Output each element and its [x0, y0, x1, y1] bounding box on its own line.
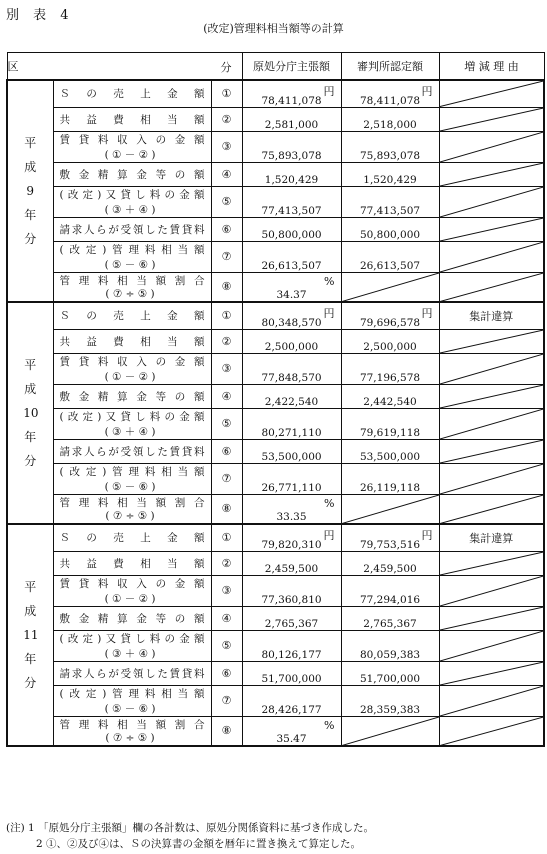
- table-row: [7, 494, 544, 524]
- unit-label: 円: [421, 529, 433, 542]
- reason-empty: [439, 661, 544, 685]
- reason-empty: [439, 329, 544, 353]
- orig-value: 77,413,507: [261, 204, 322, 217]
- year-label: [7, 80, 53, 302]
- orig-value: 26,771,110: [261, 481, 322, 494]
- orig-amount: [242, 408, 341, 439]
- judge-value: 2,500,000: [363, 340, 417, 353]
- orig-amount: [242, 353, 341, 384]
- table-row: [7, 353, 544, 384]
- orig-value: 80,126,177: [261, 648, 322, 661]
- item-label: Ｓ の 売 上 金 額: [53, 524, 211, 551]
- judge-value: 78,411,078: [359, 94, 421, 107]
- judge-amount: [341, 575, 439, 606]
- item-label: 請求人らが受領した賃貸料: [53, 439, 211, 463]
- reason-text: 集計違算: [439, 524, 544, 551]
- diagonal-strike: [440, 662, 544, 685]
- diagonal-strike: [342, 273, 439, 302]
- reason-empty: [439, 716, 544, 746]
- item-label: Ｓ の 売 上 金 額: [53, 80, 211, 107]
- year-char: 年: [24, 430, 37, 444]
- orig-value: 34.37: [276, 289, 307, 301]
- judge-amount: [341, 606, 439, 630]
- orig-amount: [242, 575, 341, 606]
- diagonal-strike: [440, 132, 544, 162]
- diagonal-strike: [342, 717, 439, 746]
- year-block: [7, 302, 544, 524]
- judge-value: 26,119,118: [359, 481, 421, 494]
- orig-value: 75,893,078: [261, 149, 322, 162]
- item-label: 管 理 料 相 当 額 割 合 ( ⑦ ÷ ⑤ ): [53, 494, 211, 524]
- item-label: (改定)管理料相当額 ( ⑤ － ⑥ ): [53, 463, 211, 494]
- item-number: ③: [211, 575, 242, 606]
- item-label: 敷 金 精 算 金 等 の 額: [53, 384, 211, 408]
- diagonal-strike: [440, 81, 544, 107]
- item-number: ⑤: [211, 630, 242, 661]
- diagonal-strike: [440, 552, 544, 575]
- year-char: 11: [23, 628, 39, 642]
- header-orig: 原処分庁主張額: [242, 53, 341, 81]
- orig-value: 33.35: [276, 511, 307, 523]
- orig-amount: [242, 217, 341, 241]
- year-char: 10: [23, 406, 39, 420]
- item-number: ⑧: [211, 272, 242, 302]
- table-row: [7, 131, 544, 162]
- orig-amount: [242, 439, 341, 463]
- item-label: 賃 貸 料 収 入 の 金 額 ( ① － ② ): [53, 131, 211, 162]
- reason-empty: [439, 606, 544, 630]
- judge-amount: [341, 551, 439, 575]
- judge-amount: [341, 685, 439, 716]
- reason-empty: [439, 186, 544, 217]
- orig-value: 28,426,177: [261, 703, 322, 716]
- item-label: (改定)又貸し料の金額 ( ③ ＋ ④ ): [53, 186, 211, 217]
- orig-amount: [242, 551, 341, 575]
- orig-value: 53,500,000: [261, 450, 322, 463]
- year-char: 成: [24, 604, 37, 618]
- orig-value: 77,848,570: [261, 371, 322, 384]
- table-row: [7, 329, 544, 353]
- item-number: ⑧: [211, 494, 242, 524]
- reason-empty: [439, 162, 544, 186]
- diagonal-strike: [440, 409, 544, 439]
- judge-value: 51,700,000: [359, 672, 421, 685]
- judge-amount: [341, 524, 439, 551]
- judge-amount: [341, 131, 439, 162]
- orig-amount: [242, 162, 341, 186]
- judge-value: 75,893,078: [359, 149, 421, 162]
- item-label: (改定)又貸し料の金額 ( ③ ＋ ④ ): [53, 408, 211, 439]
- year-char: 平: [24, 580, 37, 594]
- unit-label: 円: [323, 307, 335, 320]
- orig-amount: [242, 272, 341, 302]
- orig-amount: [242, 630, 341, 661]
- item-label: 請求人らが受領した賃貸料: [53, 661, 211, 685]
- reason-empty: [439, 217, 544, 241]
- judge-value: 80,059,383: [359, 648, 421, 661]
- table-row: [7, 107, 544, 131]
- judge-amount: [341, 162, 439, 186]
- judge-value: 79,696,578: [359, 316, 421, 329]
- item-label: Ｓ の 売 上 金 額: [53, 302, 211, 329]
- annex-label: 別 表 4: [6, 8, 74, 23]
- reason-empty: [439, 80, 544, 107]
- diagonal-strike: [440, 218, 544, 241]
- orig-amount: [242, 80, 341, 107]
- item-number: ⑥: [211, 439, 242, 463]
- orig-amount: [242, 685, 341, 716]
- unit-label: 円: [421, 307, 433, 320]
- table-row: [7, 439, 544, 463]
- item-number: ⑥: [211, 661, 242, 685]
- item-number: ①: [211, 302, 242, 329]
- judge-amount-empty: [341, 716, 439, 746]
- unit-label: 円: [323, 529, 335, 542]
- judge-value: 28,359,383: [359, 703, 421, 716]
- orig-amount: [242, 661, 341, 685]
- table-row: [7, 575, 544, 606]
- item-label: 敷 金 精 算 金 等 の 額: [53, 162, 211, 186]
- item-label: (改定)又貸し料の金額 ( ③ ＋ ④ ): [53, 630, 211, 661]
- judge-value: 53,500,000: [359, 450, 421, 463]
- orig-value: 2,765,367: [264, 617, 319, 630]
- orig-amount: [242, 107, 341, 131]
- orig-amount: [242, 463, 341, 494]
- judge-amount: [341, 217, 439, 241]
- item-number: ⑦: [211, 685, 242, 716]
- orig-value: 80,271,110: [261, 426, 322, 439]
- table-row: [7, 524, 544, 551]
- reason-empty: [439, 630, 544, 661]
- judge-amount: [341, 384, 439, 408]
- table-row: [7, 551, 544, 575]
- year-block: [7, 524, 544, 746]
- reason-text: 集計違算: [439, 302, 544, 329]
- year-block: [7, 80, 544, 302]
- judge-value: 2,442,540: [363, 395, 417, 408]
- orig-amount: [242, 716, 341, 746]
- judge-amount: [341, 661, 439, 685]
- judge-amount-empty: [341, 272, 439, 302]
- orig-value: 1,520,429: [264, 173, 319, 186]
- header-reason: 増 減 理 由: [439, 53, 544, 81]
- table-row: [7, 463, 544, 494]
- judge-value: 79,619,118: [359, 426, 421, 439]
- item-number: ①: [211, 80, 242, 107]
- year-char: 平: [24, 136, 37, 150]
- item-number: ②: [211, 329, 242, 353]
- diagonal-strike: [440, 354, 544, 384]
- judge-value: 77,294,016: [359, 593, 421, 606]
- year-label: [7, 524, 53, 746]
- year-char: 年: [24, 652, 37, 666]
- item-label: (改定)管理料相当額 ( ⑤ － ⑥ ): [53, 685, 211, 716]
- diagonal-strike: [440, 163, 544, 186]
- diagonal-strike: [440, 385, 544, 408]
- item-number: ⑤: [211, 408, 242, 439]
- item-number: ⑦: [211, 463, 242, 494]
- orig-value: 2,500,000: [264, 340, 319, 353]
- year-char: 年: [24, 208, 37, 222]
- reason-empty: [439, 353, 544, 384]
- diagonal-strike: [440, 576, 544, 606]
- diagonal-strike: [440, 631, 544, 661]
- item-number: ②: [211, 551, 242, 575]
- year-char: 分: [24, 454, 37, 468]
- reason-empty: [439, 575, 544, 606]
- orig-value: 79,820,310: [261, 538, 322, 551]
- diagonal-strike: [440, 717, 544, 746]
- table-row: [7, 606, 544, 630]
- table-row: [7, 630, 544, 661]
- calculation-table: [6, 52, 545, 747]
- judge-value: 79,753,516: [359, 538, 421, 551]
- table-row: [7, 302, 544, 329]
- table-row: [7, 384, 544, 408]
- table-row: [7, 217, 544, 241]
- judge-value: 1,520,429: [363, 173, 417, 186]
- orig-amount: [242, 302, 341, 329]
- orig-value: 2,459,500: [264, 562, 319, 575]
- judge-value: 26,613,507: [359, 259, 421, 272]
- table-header-row: [7, 53, 544, 81]
- reason-empty: [439, 272, 544, 302]
- orig-amount: [242, 241, 341, 272]
- item-number: ⑧: [211, 716, 242, 746]
- item-number: ④: [211, 384, 242, 408]
- item-number: ②: [211, 107, 242, 131]
- unit-label: %: [324, 274, 335, 288]
- item-label: 賃 貸 料 収 入 の 金 額 ( ① － ② ): [53, 353, 211, 384]
- judge-amount: [341, 80, 439, 107]
- judge-amount: [341, 241, 439, 272]
- item-number: ③: [211, 131, 242, 162]
- diagonal-strike: [440, 273, 544, 302]
- orig-value: 35.47: [276, 733, 307, 745]
- table-row: [7, 162, 544, 186]
- diagonal-strike: [440, 686, 544, 716]
- judge-value: 77,196,578: [359, 371, 421, 384]
- diagonal-strike: [440, 330, 544, 353]
- diagonal-strike: [440, 440, 544, 463]
- judge-value: 77,413,507: [359, 204, 421, 217]
- diagonal-strike: [440, 464, 544, 494]
- unit-label: %: [324, 718, 335, 732]
- orig-value: 2,581,000: [264, 118, 319, 131]
- orig-value: 26,613,507: [261, 259, 322, 272]
- judge-value: 2,765,367: [363, 617, 417, 630]
- header-judge: 審判所認定額: [341, 53, 439, 81]
- year-label: [7, 302, 53, 524]
- item-number: ③: [211, 353, 242, 384]
- table-row: [7, 186, 544, 217]
- reason-empty: [439, 439, 544, 463]
- table-row: [7, 408, 544, 439]
- item-number: ⑤: [211, 186, 242, 217]
- judge-amount: [341, 186, 439, 217]
- year-char: 成: [24, 160, 37, 174]
- orig-amount: [242, 494, 341, 524]
- table-row: [7, 716, 544, 746]
- reason-empty: [439, 463, 544, 494]
- orig-value: 78,411,078: [261, 94, 322, 107]
- reason-empty: [439, 241, 544, 272]
- orig-amount: [242, 186, 341, 217]
- unit-label: %: [324, 496, 335, 510]
- item-number: ①: [211, 524, 242, 551]
- reason-empty: [439, 131, 544, 162]
- reason-empty: [439, 551, 544, 575]
- orig-amount: [242, 524, 341, 551]
- note-2: 2 ①、②及び④は、Ｓの決算書の金額を暦年に置き換えて算定した。: [36, 838, 362, 850]
- year-char: 9: [26, 184, 35, 198]
- table-row: [7, 80, 544, 107]
- notes: [6, 820, 374, 852]
- note-1: (注) 1 「原処分庁主張額」欄の各計数は、原処分関係資料に基づき作成した。: [6, 822, 375, 834]
- reason-empty: [439, 685, 544, 716]
- orig-value: 80,348,570: [261, 316, 322, 329]
- item-label: 共 益 費 相 当 額: [53, 551, 211, 575]
- judge-amount: [341, 329, 439, 353]
- unit-label: 円: [323, 85, 335, 98]
- orig-amount: [242, 329, 341, 353]
- judge-value: 2,459,500: [363, 562, 417, 575]
- table-row: [7, 661, 544, 685]
- orig-value: 77,360,810: [261, 593, 322, 606]
- page-title: (改定)管理料相当額等の計算: [203, 22, 344, 35]
- item-label: (改定)管理料相当額 ( ⑤ － ⑥ ): [53, 241, 211, 272]
- orig-amount: [242, 131, 341, 162]
- judge-amount: [341, 107, 439, 131]
- judge-amount-empty: [341, 494, 439, 524]
- item-number: ⑦: [211, 241, 242, 272]
- item-label: 賃 貸 料 収 入 の 金 額 ( ① － ② ): [53, 575, 211, 606]
- table-row: [7, 272, 544, 302]
- judge-amount: [341, 630, 439, 661]
- diagonal-strike: [440, 187, 544, 217]
- year-char: 分: [24, 232, 37, 246]
- orig-amount: [242, 606, 341, 630]
- item-label: 共 益 費 相 当 額: [53, 107, 211, 131]
- orig-value: 2,422,540: [264, 395, 319, 408]
- table-row: [7, 685, 544, 716]
- year-char: 分: [24, 676, 37, 690]
- judge-amount: [341, 463, 439, 494]
- table-row: [7, 241, 544, 272]
- judge-amount: [341, 439, 439, 463]
- year-char: 平: [24, 358, 37, 372]
- item-number: ⑥: [211, 217, 242, 241]
- orig-amount: [242, 384, 341, 408]
- year-char: 成: [24, 382, 37, 396]
- judge-amount: [341, 353, 439, 384]
- orig-value: 50,800,000: [261, 228, 322, 241]
- item-number: ④: [211, 606, 242, 630]
- item-label: 敷 金 精 算 金 等 の 額: [53, 606, 211, 630]
- diagonal-strike: [440, 495, 544, 524]
- header-kubun: 区 分: [7, 53, 242, 81]
- reason-empty: [439, 107, 544, 131]
- diagonal-strike: [440, 607, 544, 630]
- item-label: 共 益 費 相 当 額: [53, 329, 211, 353]
- item-number: ④: [211, 162, 242, 186]
- reason-empty: [439, 408, 544, 439]
- judge-amount: [341, 302, 439, 329]
- item-label: 請求人らが受領した賃貸料: [53, 217, 211, 241]
- item-label: 管 理 料 相 当 額 割 合 ( ⑦ ÷ ⑤ ): [53, 716, 211, 746]
- orig-value: 51,700,000: [261, 672, 322, 685]
- diagonal-strike: [440, 108, 544, 131]
- diagonal-strike: [342, 495, 439, 524]
- item-label: 管 理 料 相 当 額 割 合 ( ⑦ ÷ ⑤ ): [53, 272, 211, 302]
- diagonal-strike: [440, 242, 544, 272]
- unit-label: 円: [421, 85, 433, 98]
- judge-value: 50,800,000: [359, 228, 421, 241]
- judge-amount: [341, 408, 439, 439]
- reason-empty: [439, 494, 544, 524]
- reason-empty: [439, 384, 544, 408]
- judge-value: 2,518,000: [363, 118, 417, 131]
